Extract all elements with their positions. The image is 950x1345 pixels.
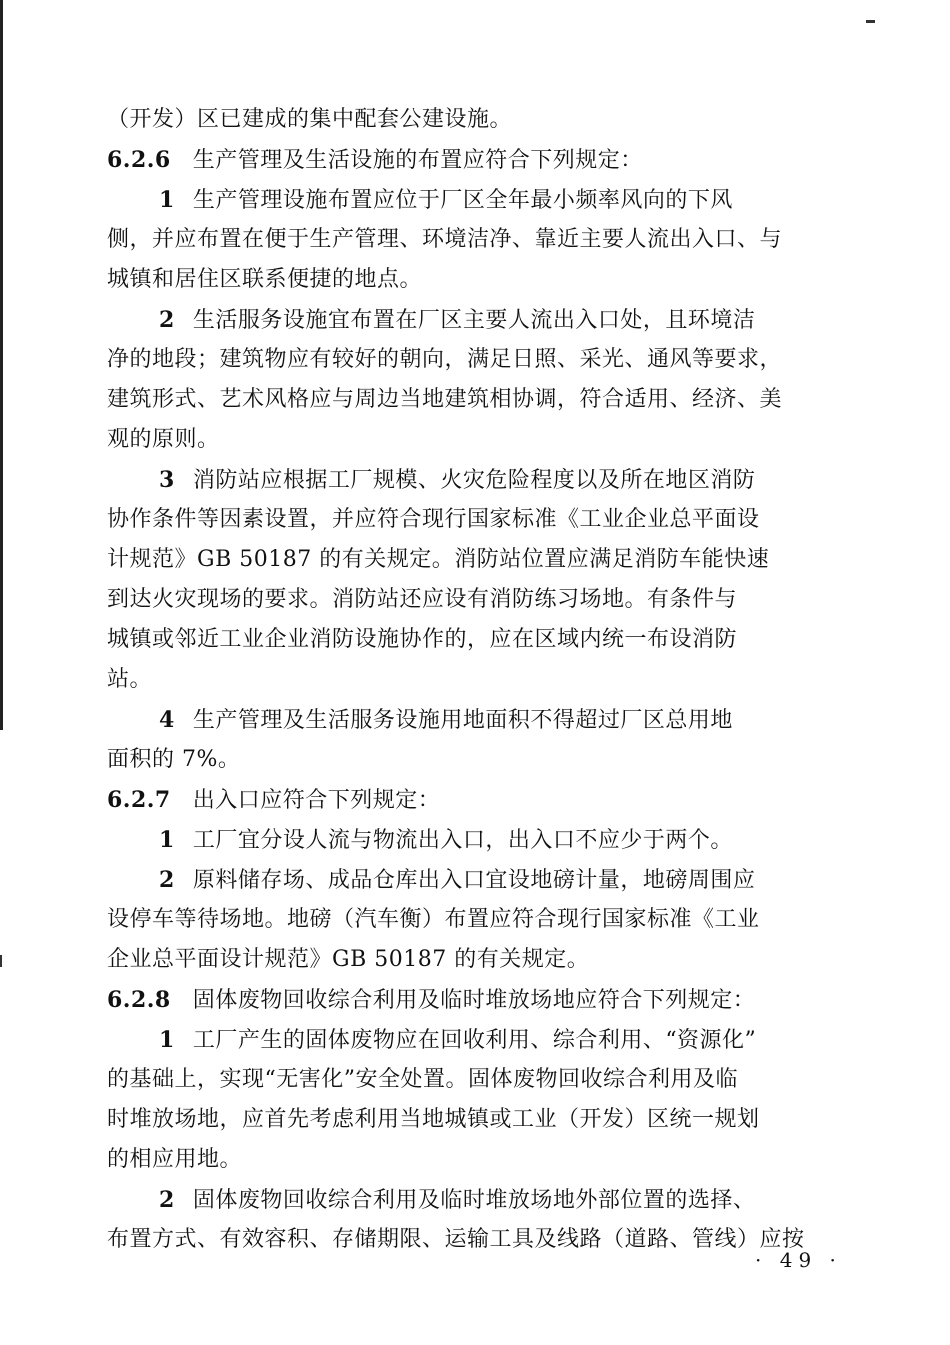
text-line: 的基础上，实现“无害化”安全处置。固体废物回收综合利用及临 [107,1067,738,1092]
section-line: 6.2.8 固体废物回收综合利用及临时堆放场地应符合下列规定： [107,987,756,1013]
text-line: （开发）区已建成的集中配套公建设施。 [107,107,513,132]
item-line: 2 生活服务设施宜布置在厂区主要人流出入口处，且环境洁 [159,307,756,333]
section-number: 6.2.6 [107,147,171,173]
section-line: 6.2.7 出入口应符合下列规定： [107,787,441,813]
item-number: 4 [159,707,175,733]
item-number: 1 [159,1027,175,1053]
item-number: 2 [159,1187,175,1213]
item-line: 1 工厂宜分设人流与物流出入口，出入口不应少于两个。 [159,827,733,853]
scan-mark [0,955,2,967]
item-number: 2 [159,307,175,333]
text-line: 侧，并应布置在便于生产管理、环境洁净、靠近主要人流出入口、与 [107,227,783,252]
text-line: 净的地段；建筑物应有较好的朝向，满足日照、采光、通风等要求， [107,347,783,372]
text-line: 布置方式、有效容积、存储期限、运输工具及线路（道路、管线）应按 [107,1227,805,1252]
text-line: 面积的 7%。 [107,747,241,772]
item-number: 1 [159,187,175,213]
section-line: 6.2.6 生产管理及生活设施的布置应符合下列规定： [107,147,643,173]
item-number: 3 [159,467,175,493]
text-line: 的相应用地。 [107,1147,243,1172]
item-line: 1 工厂产生的固体废物应在回收利用、综合利用、“资源化” [159,1027,757,1053]
text-line: 城镇和居住区联系便捷的地点。 [107,267,423,292]
text-line: 时堆放场地，应首先考虑利用当地城镇或工业（开发）区统一规划 [107,1107,760,1132]
scan-corner-mark [866,20,875,23]
item-line: 3 消防站应根据工厂规模、火灾危险程度以及所在地区消防 [159,467,756,493]
text-line: 观的原则。 [107,427,220,452]
item-number: 1 [159,827,175,853]
text-line: 计规范》GB 50187 的有关规定。消防站位置应满足消防车能快速 [107,547,770,572]
text-line: 企业总平面设计规范》GB 50187 的有关规定。 [107,947,590,972]
text-line: 城镇或邻近工业企业消防设施协作的，应在区域内统一布设消防 [107,627,738,652]
page-number: · 49 · [755,1248,842,1272]
item-line: 4 生产管理及生活服务设施用地面积不得超过厂区总用地 [159,707,733,733]
section-number: 6.2.7 [107,787,171,813]
item-number: 2 [159,867,175,893]
text-line: 协作条件等因素设置，并应符合现行国家标准《工业企业总平面设 [107,507,760,532]
item-line: 1 生产管理设施布置应位于厂区全年最小频率风向的下风 [159,187,733,213]
text-line: 设停车等待场地。地磅（汽车衡）布置应符合现行国家标准《工业 [107,907,760,932]
text-line: 到达火灾现场的要求。消防站还应设有消防练习场地。有条件与 [107,587,738,612]
section-number: 6.2.8 [107,987,171,1013]
text-line: 建筑形式、艺术风格应与周边当地建筑相协调，符合适用、经济、美 [107,387,783,412]
item-line: 2 原料储存场、成品仓库出入口宜设地磅计量，地磅周围应 [159,867,756,893]
scan-edge [0,0,3,730]
text-line: 站。 [107,667,153,692]
item-line: 2 固体废物回收综合利用及临时堆放场地外部位置的选择、 [159,1187,756,1213]
